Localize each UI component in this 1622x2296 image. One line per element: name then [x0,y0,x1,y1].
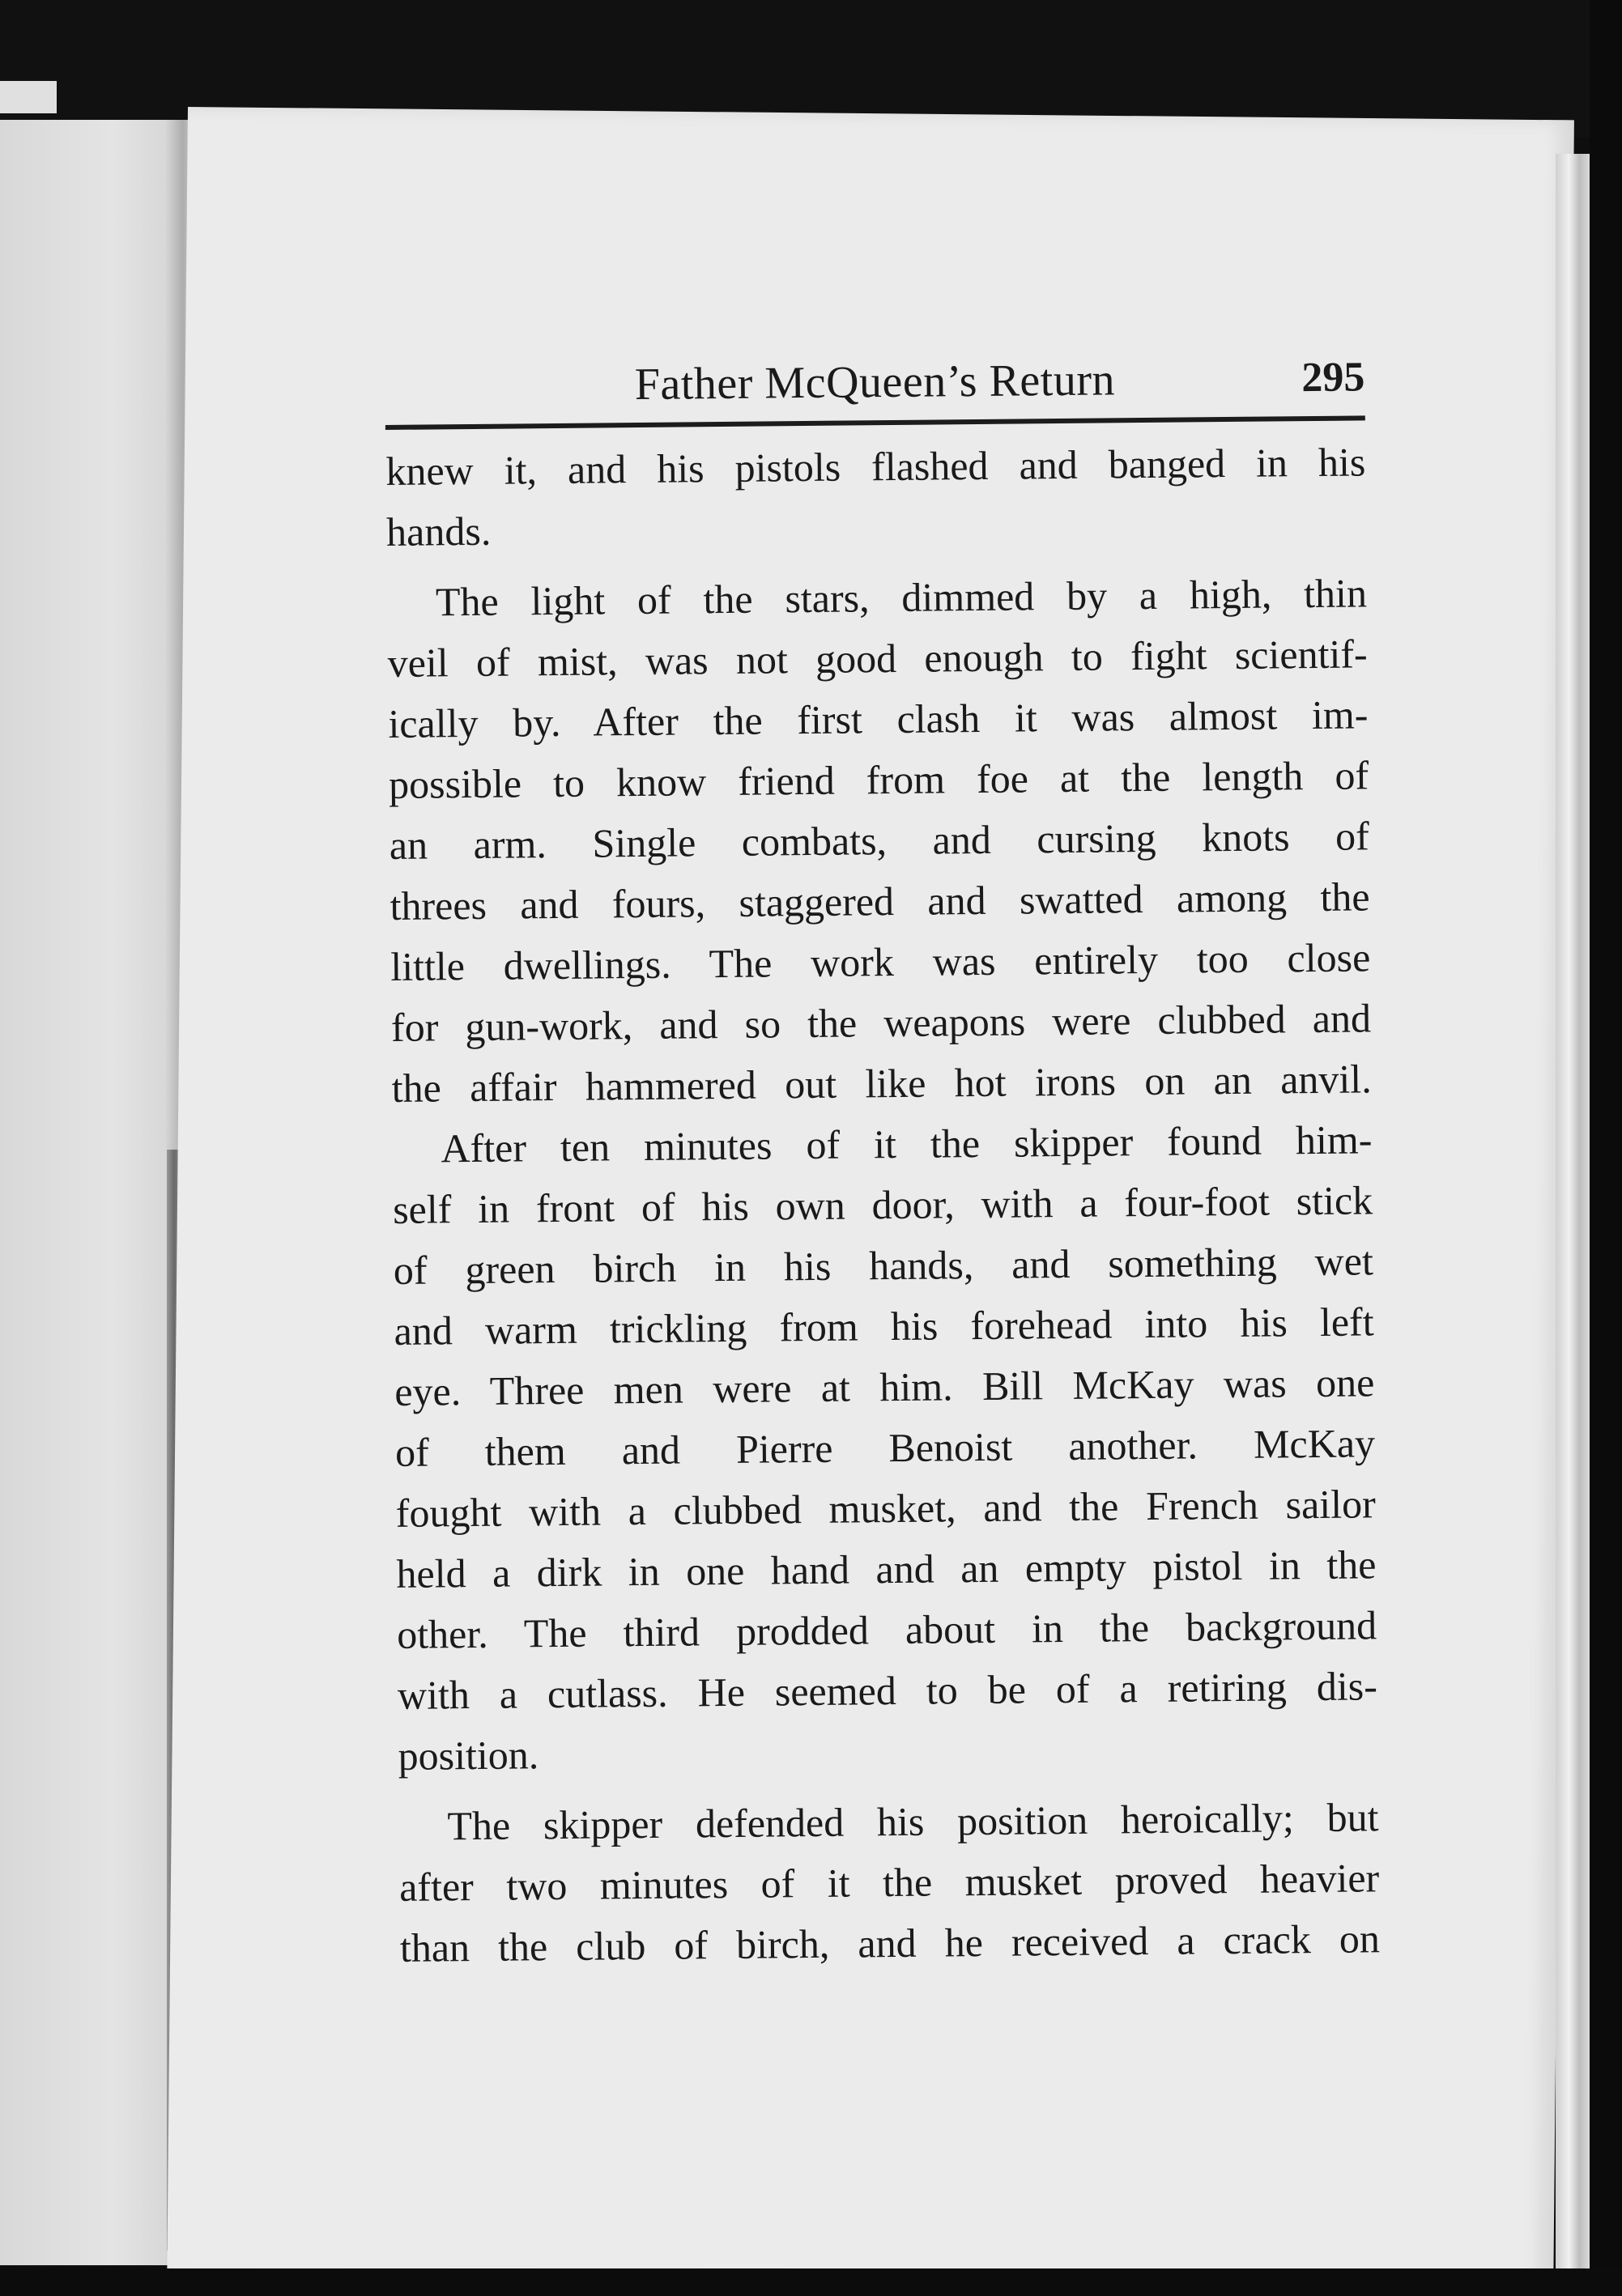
text-line: an arm. Single combats, and cursing knots of [389,813,1370,868]
text-line: with a cutlass. He seemed to be of a retiring dis- [397,1663,1378,1718]
paragraph [387,563,1372,1119]
page-text-block [385,342,1380,1979]
text-line: After ten minutes of it the skipper found him- [441,1116,1373,1171]
text-line: position. [398,1732,539,1779]
text-line: fought with a clubbed musket, and the French sailor [395,1481,1376,1536]
text-line: after two minutes of it the musket proved heavier [398,1855,1380,1910]
scan-background-right [1590,0,1622,2296]
text-line: knew it, and his pistols flashed and banged in his [385,439,1366,494]
text-line: little dwellings. The work was entirely too close [390,934,1371,989]
scan-background-bottom [0,2268,1622,2296]
text-line: and warm trickling from his forehead into his left [394,1299,1374,1354]
text-line: held a dirk in one hand and an empty pistol in the [396,1541,1377,1597]
text-line: The skipper defended his position heroically; but [447,1794,1379,1849]
paragraph [392,1109,1378,1787]
text-line: veil of mist, was not good enough to fight scientif- [387,631,1368,686]
text-line: self in front of his own door, with a four-foot stick [392,1177,1373,1232]
paragraph [385,432,1366,563]
page-number: 295 [1301,354,1365,402]
text-line: threes and fours, staggered and swatted among the [390,874,1370,929]
text-line: of them and Pierre Benoist another. McKay [394,1420,1376,1475]
text-line: the affair hammered out like hot irons on an anvil. [391,1056,1372,1111]
running-head [385,342,1365,422]
text-line: ically by. After the first clash it was almost im- [388,691,1369,746]
text-line: possible to know friend from foe at the length of [388,752,1369,807]
text-line: The light of the stars, dimmed by a high, thin [435,570,1368,625]
text-line: for gun-work, and so the weapons were clubbed and [390,995,1372,1050]
paragraph [398,1787,1380,1979]
page-stack-edge [1556,154,1590,2275]
text-line: of green birch in his hands, and something wet [393,1238,1374,1293]
running-title: Father McQueen’s Return [634,355,1116,410]
text-line: eye. Three men were at him. Bill McKay was one [394,1359,1375,1414]
text-line: other. The third prodded about in the background [396,1602,1377,1657]
left-page-edge [0,120,188,2265]
left-page-corner [0,81,57,113]
text-line: hands. [385,508,492,555]
text-line: than the club of birch, and he received a crack on [399,1915,1381,1971]
